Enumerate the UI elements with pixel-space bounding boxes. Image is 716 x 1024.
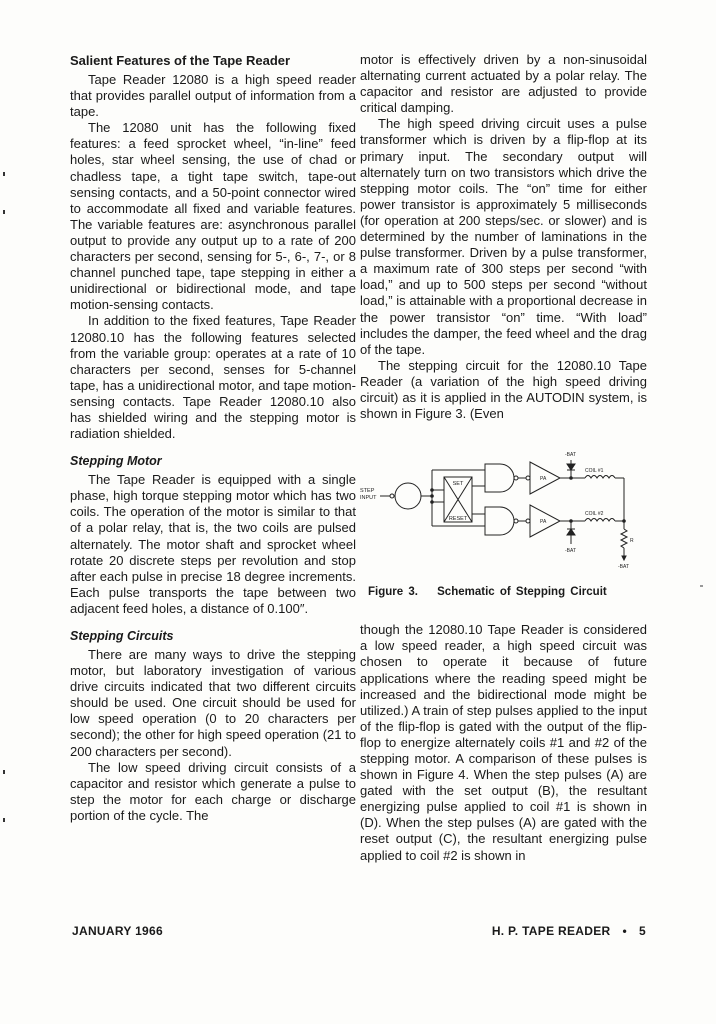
label-coil1: COIL #1	[585, 468, 604, 475]
label-coil2: COIL #2	[585, 511, 604, 518]
paragraph: The stepping circuit for the 12080.10 Tape Reader (a variation of the high speed driving circuit) as it is applied in the AUTODIN system, is shown in Figure 3. (Even	[360, 357, 647, 422]
figure-caption	[368, 584, 647, 600]
right-column	[360, 52, 647, 864]
label-set: SET	[452, 481, 464, 488]
label-input: INPUT	[360, 495, 377, 502]
scan-speck	[3, 172, 5, 176]
label-bat-bottom: -BAT	[618, 564, 630, 571]
label-bat-top: -BAT	[565, 452, 577, 459]
figure-number: Figure 3.	[368, 586, 418, 599]
paragraph: In addition to the fixed features, Tape Reader 12080.10 has the following features selected from the variable group: operates at a rate of 10 characters per second, senses for 5-channel tape, has a unidirectional motor, and tape motion-sensing contacts. Tape Reader 12080.10 also has shielded wiring and the stepping motor is radiation shielded.	[70, 313, 356, 442]
stepping-circuit-schematic	[360, 452, 655, 582]
label-pa1: PA	[540, 476, 547, 483]
footer-date: JANUARY 1966	[72, 924, 163, 938]
label-resistor: R	[630, 538, 634, 545]
figure-3-schematic	[360, 452, 650, 582]
label-step: STEP	[360, 488, 375, 495]
page-number: 5	[639, 924, 646, 938]
paragraph: The high speed driving circuit uses a pulse transformer which is driven by a flip-flop at its primary input. The secondary output will alternately turn on two transistors which drive the stepping motor coils. The “on” time for either power transistor is approximately 5 milliseconds (for operation at 200 steps/sec. or slower) and is determined by the number of laminations in the pulse transformer. Driven by a pulse transformer, a maximum rate of 300 steps per second “with load,” and up to 500 steps per second “without load,” is attainable with a proportional decrease in the power transistor “on” time. “With load” includes the damper, the feed wheel and the drag of the tape.	[360, 116, 647, 357]
footer-publication-title: H. P. TAPE READER	[491, 924, 611, 938]
paragraph: motor is effectively driven by a non-sinusoidal alternating current actuated by a polar relay. The capacitor and resistor are adjusted to provide critical damping.	[360, 52, 647, 116]
paragraph: though the 12080.10 Tape Reader is considered a low speed reader, a high speed circuit was chosen to operate it because of future applications where the reading speed might be increased and the bidirectional mode might be utilized.) A train of step pulses applied to the input of the flip-flop is gated with the output of the flip-flop to energize alternately coils #1 and #2 of the stepping motor. A comparison of these pulses is shown in Figure 4. When the step pulses (A) are gated with the set output (B), the resultant energizing pulse applied to coil #1 is shown in (D). When the step pulses (A) are gated with the reset output (C), the resultant energizing pulse applied to coil #2 is shown in	[360, 622, 647, 863]
label-bat-mid: -BAT	[565, 548, 577, 555]
subsection-title-stepping-circuits: Stepping Circuits	[70, 629, 174, 643]
paragraph: There are many ways to drive the stepping motor, but laboratory investigation of various drive circuits indicated that two different circuits should be used. One circuit should be used for low speed operation (0 to 20 characters per second); the other for high speed operation (21 to 200 characters per second).	[70, 647, 356, 759]
paragraph: The 12080 unit has the following fixed features: a feed sprocket wheel, “in-line” feed holes, star wheel sensing, the use of chad or chadless tape, a tight tape switch, tape-out sensing contacts, and a 50-point connector wired to accommodate all fixed and variable features. The variable features are: asynchronous parallel output to provide any output up to a rate of 200 characters per second, sensing for 5-, 6-, 7-, or 8 channel punched tape, tape stepping in either a unidirectional or bidirectional mode, and tape motion-sensing contacts.	[70, 120, 356, 313]
scan-speck	[700, 585, 703, 587]
scan-speck	[3, 818, 5, 822]
left-column	[70, 52, 356, 824]
scan-speck	[3, 210, 5, 214]
footer-publication	[492, 924, 646, 938]
scan-speck	[3, 770, 5, 774]
label-reset: RESET	[448, 516, 468, 523]
bullet-separator: •	[622, 924, 628, 938]
figure-caption-text: Schematic of Stepping Circuit	[437, 586, 607, 599]
section-title-salient-features: Salient Features of the Tape Reader	[70, 53, 291, 68]
paragraph: The Tape Reader is equipped with a single phase, high torque stepping motor which has two coils. The operation of the motor is similar to that of a polar relay, that is, the two coils are pulsed alternately. The motor shaft and sprocket wheel rotate 20 discrete steps per revolution and stop after each pulse in precise 18 degree increments. Each pulse transports the tape between two adjacent feed holes, a distance of 0.100″.	[70, 472, 356, 616]
paragraph: The low speed driving circuit consists of a capacitor and resistor which generate a pulse to step the motor for each charge or discharge portion of the cycle. The	[70, 759, 356, 823]
paragraph: Tape Reader 12080 is a high speed reader that provides parallel output of information from a tape.	[70, 72, 356, 120]
subsection-title-stepping-motor: Stepping Motor	[70, 454, 162, 469]
label-pa2: PA	[540, 519, 547, 526]
